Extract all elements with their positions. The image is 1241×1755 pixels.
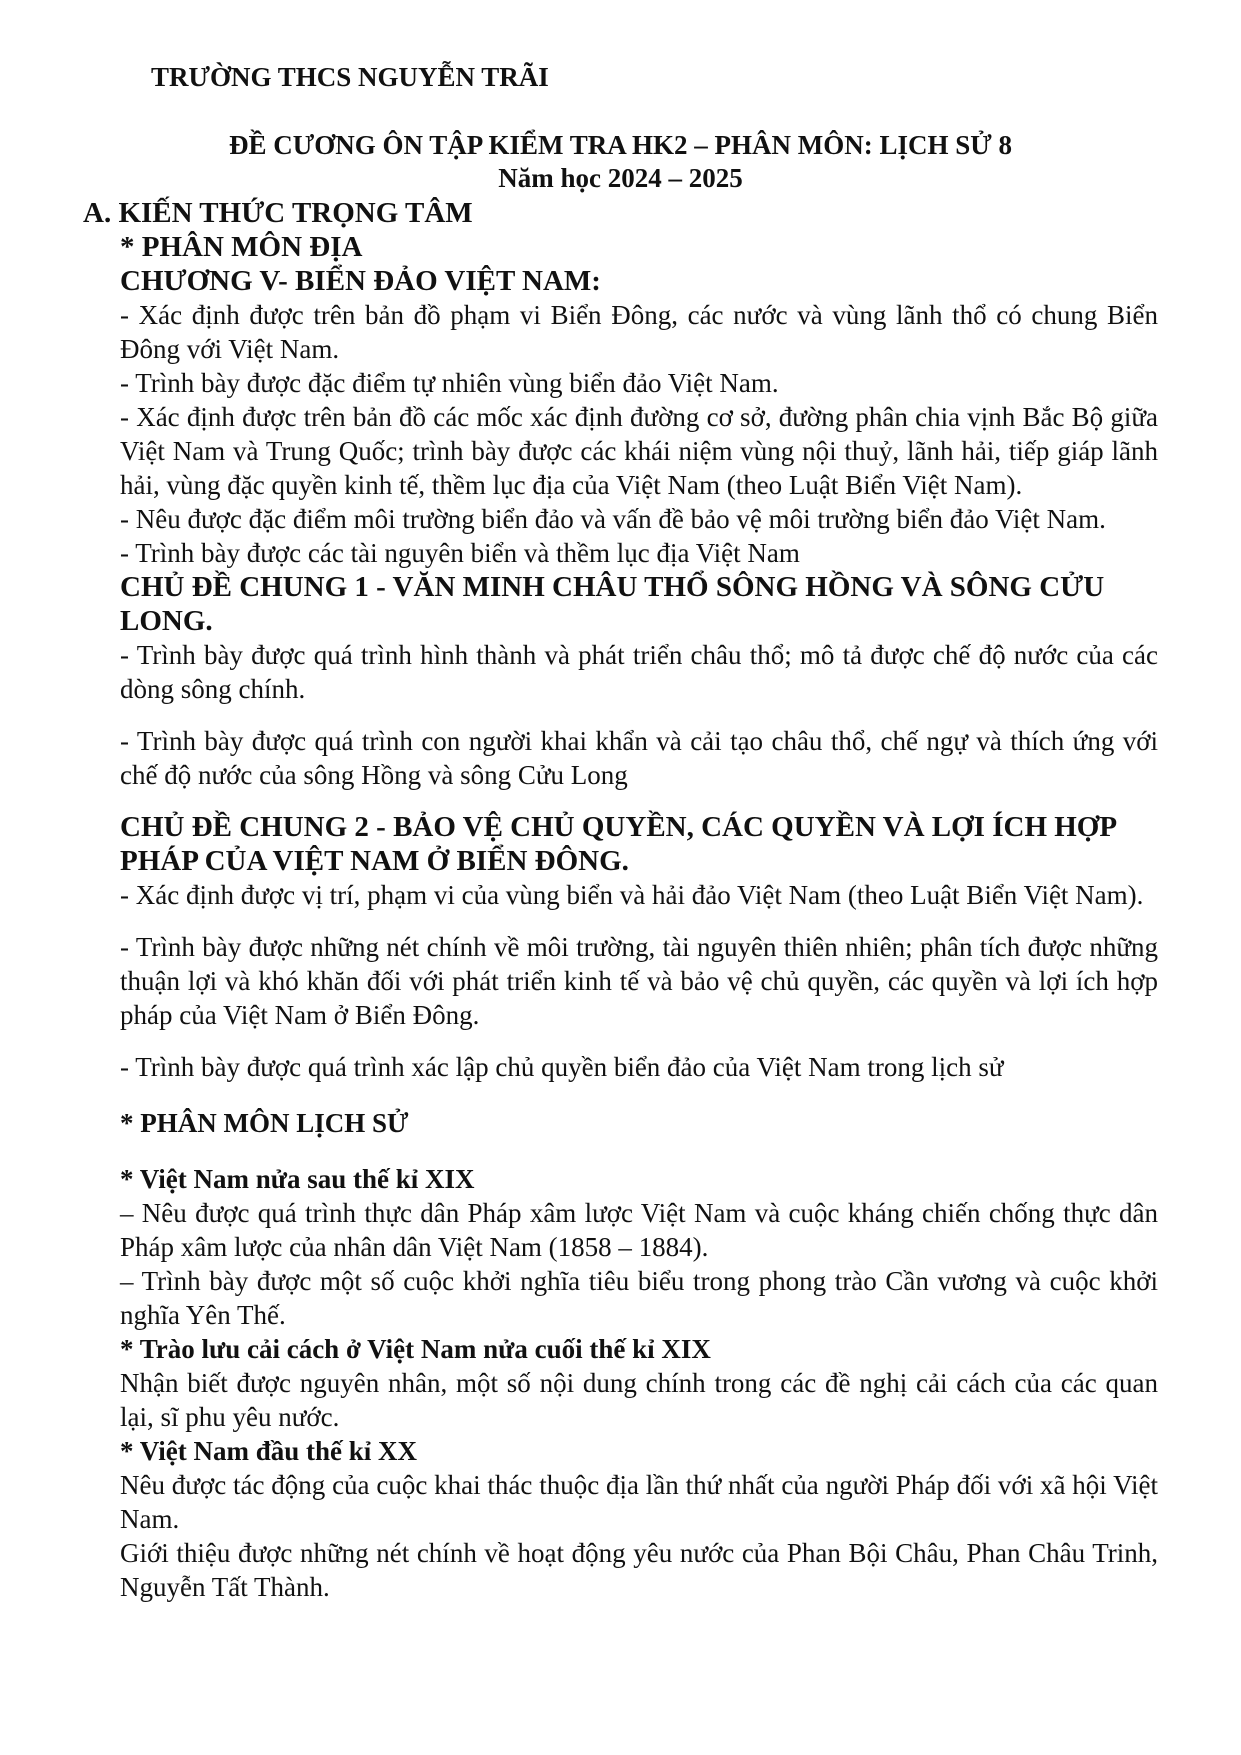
topic2-item: - Trình bày được những nét chính về môi trường, tài nguyên thiên nhiên; phân tích được những thuận lợi và khó khăn đối với phát triển kinh tế và bảo vệ chủ quyền, các quyền và lợi ích hợp pháp của Việt Nam ở Biển Đông. [120,932,1158,1030]
history-heading: * PHÂN MÔN LỊCH SỬ [120,1108,409,1138]
chapter5-item: - Xác định được trên bản đồ các mốc xác định đường cơ sở, đường phân chia vịnh Bắc Bộ giữa Việt Nam và Trung Quốc; trình bày được các khái niệm vùng nội thuỷ, lãnh hải, tiếp giáp lãnh hải, vùng đặc quyền kinh tế, thềm lục địa của Việt Nam (theo Luật Biển Việt Nam). [120,402,1158,500]
topic2-item: - Xác định được vị trí, phạm vi của vùng biển và hải đảo Việt Nam (theo Luật Biển Việt Nam). [120,880,1144,910]
document-body [83,196,1158,1604]
history-part2-heading: * Trào lưu cải cách ở Việt Nam nửa cuối thế kỉ XIX [120,1334,711,1364]
chapter5-item: - Trình bày được các tài nguyên biển và thềm lục địa Việt Nam [120,538,800,568]
chapter5-item: - Trình bày được đặc điểm tự nhiên vùng biển đảo Việt Nam. [120,368,779,398]
geo-heading: * PHÂN MÔN ĐỊA [120,231,363,263]
history-part3-item: Giới thiệu được những nét chính về hoạt động yêu nước của Phan Bội Châu, Phan Châu Trinh, Nguyễn Tất Thành. [120,1538,1158,1602]
document-title: ĐỀ CƯƠNG ÔN TẬP KIỂM TRA HK2 – PHÂN MÔN: LỊCH SỬ 8 [228,130,1013,160]
history-part2-item: Nhận biết được nguyên nhân, một số nội dung chính trong các đề nghị cải cách của các quan lại, sĩ phu yêu nước. [120,1368,1158,1432]
history-part1-item: – Nêu được quá trình thực dân Pháp xâm lược Việt Nam và cuộc kháng chiến chống thực dân Pháp xâm lược của nhân dân Việt Nam (1858 – 1884). [120,1198,1158,1262]
history-part1-item: – Trình bày được một số cuộc khởi nghĩa tiêu biểu trong phong trào Cần vương và cuộc khởi nghĩa Yên Thế. [120,1266,1158,1330]
school-name: TRƯỜNG THCS NGUYỄN TRÃI [151,62,549,92]
school-year: Năm học 2024 – 2025 [498,163,743,193]
topic1-item: - Trình bày được quá trình hình thành và phát triển châu thổ; mô tả được chế độ nước của các dòng sông chính. [120,640,1158,704]
history-part3-heading: * Việt Nam đầu thế kỉ XX [120,1436,418,1466]
history-part3-item: Nêu được tác động của cuộc khai thác thuộc địa lần thứ nhất của người Pháp đối với xã hội Việt Nam. [120,1470,1158,1534]
topic1-item: - Trình bày được quá trình con người khai khẩn và cải tạo châu thổ, chế ngự và thích ứng với chế độ nước của sông Hồng và sông Cửu Long [120,726,1158,790]
chapter5-item: - Xác định được trên bản đồ phạm vi Biển Đông, các nước và vùng lãnh thổ có chung Biển Đông với Việt Nam. [120,300,1158,364]
chapter5-item: - Nêu được đặc điểm môi trường biển đảo và vấn đề bảo vệ môi trường biển đảo Việt Nam. [120,504,1106,534]
chapter5-heading: CHƯƠNG V- BIỂN ĐẢO VIỆT NAM: [120,265,601,297]
section-a-heading: A. KIẾN THỨC TRỌNG TÂM [83,197,473,229]
topic1-heading: CHỦ ĐỀ CHUNG 1 - VĂN MINH CHÂU THỔ SÔNG HỒNG VÀ SÔNG CỬU LONG. [120,571,1105,637]
history-part1-heading: * Việt Nam nửa sau thế kỉ XIX [120,1164,475,1194]
topic2-item: - Trình bày được quá trình xác lập chủ quyền biển đảo của Việt Nam trong lịch sử [120,1052,1004,1082]
topic2-heading: CHỦ ĐỀ CHUNG 2 - BẢO VỆ CHỦ QUYỀN, CÁC QUYỀN VÀ LỢI ÍCH HỢP PHÁP CỦA VIỆT NAM Ở BIỂN ĐÔNG. [120,811,1116,877]
